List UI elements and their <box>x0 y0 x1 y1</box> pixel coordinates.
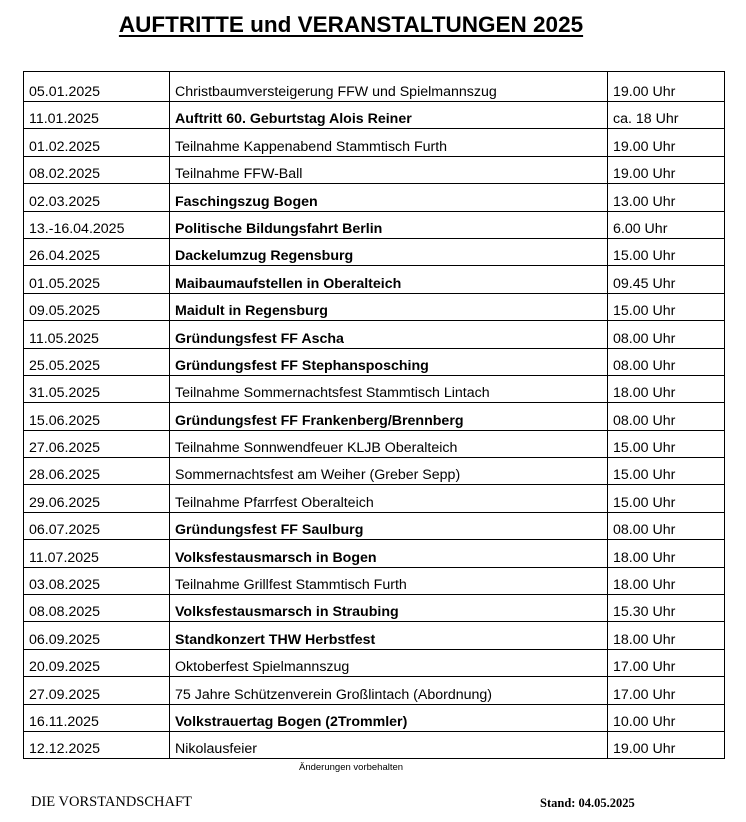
event-name: Christbaumversteigerung FFW und Spielmannszug <box>170 72 608 102</box>
event-name: Teilnahme Sonnwendfeuer KLJB Oberalteich <box>170 430 608 457</box>
event-date: 27.09.2025 <box>24 677 170 704</box>
event-name: Standkonzert THW Herbstfest <box>170 622 608 649</box>
event-date: 16.11.2025 <box>24 704 170 731</box>
event-date: 12.12.2025 <box>24 731 170 758</box>
event-name: Teilnahme Kappenabend Stammtisch Furth <box>170 129 608 156</box>
event-date: 09.05.2025 <box>24 293 170 320</box>
table-row <box>24 156 725 183</box>
event-time: 19.00 Uhr <box>608 156 725 183</box>
event-time: 17.00 Uhr <box>608 677 725 704</box>
table-row <box>24 348 725 375</box>
table-row <box>24 731 725 758</box>
table-row <box>24 540 725 567</box>
table-row <box>24 677 725 704</box>
event-name: Volksfestausmarsch in Bogen <box>170 540 608 567</box>
event-name: Nikolausfeier <box>170 731 608 758</box>
event-time: 08.00 Uhr <box>608 403 725 430</box>
table-row <box>24 293 725 320</box>
table-row <box>24 430 725 457</box>
event-name: Maibaumaufstellen in Oberalteich <box>170 266 608 293</box>
events-table <box>23 71 725 759</box>
table-row <box>24 266 725 293</box>
event-time: 09.45 Uhr <box>608 266 725 293</box>
event-date: 25.05.2025 <box>24 348 170 375</box>
table-row <box>24 375 725 402</box>
event-name: Gründungsfest FF Stephansposching <box>170 348 608 375</box>
event-name: Gründungsfest FF Saulburg <box>170 512 608 539</box>
table-row <box>24 129 725 156</box>
event-name: Sommernachtsfest am Weiher (Greber Sepp) <box>170 458 608 485</box>
event-time: 19.00 Uhr <box>608 731 725 758</box>
event-date: 11.07.2025 <box>24 540 170 567</box>
table-row <box>24 238 725 265</box>
event-time: ca. 18 Uhr <box>608 102 725 129</box>
event-date: 11.01.2025 <box>24 102 170 129</box>
event-time: 13.00 Uhr <box>608 184 725 211</box>
event-date: 28.06.2025 <box>24 458 170 485</box>
event-name: 75 Jahre Schützenverein Großlintach (Abordnung) <box>170 677 608 704</box>
event-time: 18.00 Uhr <box>608 567 725 594</box>
changes-reserved-note: Änderungen vorbehalten <box>299 762 404 773</box>
event-name: Teilnahme Pfarrfest Oberalteich <box>170 485 608 512</box>
table-row <box>24 485 725 512</box>
table-row <box>24 458 725 485</box>
event-date: 03.08.2025 <box>24 567 170 594</box>
table-row <box>24 184 725 211</box>
event-time: 6.00 Uhr <box>608 211 725 238</box>
event-date: 06.07.2025 <box>24 512 170 539</box>
event-date: 08.08.2025 <box>24 595 170 622</box>
event-time: 15.30 Uhr <box>608 595 725 622</box>
table-row <box>24 321 725 348</box>
event-name: Maidult in Regensburg <box>170 293 608 320</box>
event-time: 19.00 Uhr <box>608 129 725 156</box>
event-time: 15.00 Uhr <box>608 485 725 512</box>
event-date: 27.06.2025 <box>24 430 170 457</box>
event-time: 17.00 Uhr <box>608 649 725 676</box>
event-date: 26.04.2025 <box>24 238 170 265</box>
table-row <box>24 211 725 238</box>
event-time: 15.00 Uhr <box>608 238 725 265</box>
event-name: Volkstrauertag Bogen (2Trommler) <box>170 704 608 731</box>
event-time: 19.00 Uhr <box>608 72 725 102</box>
event-date: 02.03.2025 <box>24 184 170 211</box>
event-date: 31.05.2025 <box>24 375 170 402</box>
board-signature: DIE VORSTANDSCHAFT <box>31 794 192 810</box>
event-time: 08.00 Uhr <box>608 348 725 375</box>
table-row <box>24 704 725 731</box>
event-name: Politische Bildungsfahrt Berlin <box>170 211 608 238</box>
event-name: Teilnahme Grillfest Stammtisch Furth <box>170 567 608 594</box>
event-name: Auftritt 60. Geburtstag Alois Reiner <box>170 102 608 129</box>
table-row <box>24 622 725 649</box>
table-row <box>24 512 725 539</box>
event-date: 13.-16.04.2025 <box>24 211 170 238</box>
event-name: Faschingszug Bogen <box>170 184 608 211</box>
table-row <box>24 72 725 102</box>
event-time: 18.00 Uhr <box>608 540 725 567</box>
event-time: 15.00 Uhr <box>608 430 725 457</box>
event-time: 18.00 Uhr <box>608 375 725 402</box>
event-time: 18.00 Uhr <box>608 622 725 649</box>
event-name: Teilnahme FFW-Ball <box>170 156 608 183</box>
event-time: 08.00 Uhr <box>608 512 725 539</box>
event-date: 08.02.2025 <box>24 156 170 183</box>
event-time: 15.00 Uhr <box>608 293 725 320</box>
events-table-body <box>24 72 725 759</box>
page-title: AUFTRITTE und VERANSTALTUNGEN 2025 <box>118 12 584 37</box>
event-name: Dackelumzug Regensburg <box>170 238 608 265</box>
event-date: 01.02.2025 <box>24 129 170 156</box>
event-date: 20.09.2025 <box>24 649 170 676</box>
event-name: Oktoberfest Spielmannszug <box>170 649 608 676</box>
event-date: 05.01.2025 <box>24 72 170 102</box>
event-date: 06.09.2025 <box>24 622 170 649</box>
event-date: 01.05.2025 <box>24 266 170 293</box>
event-time: 10.00 Uhr <box>608 704 725 731</box>
event-name: Teilnahme Sommernachtsfest Stammtisch Lintach <box>170 375 608 402</box>
status-date: Stand: 04.05.2025 <box>540 796 635 810</box>
table-row <box>24 567 725 594</box>
event-name: Volksfestausmarsch in Straubing <box>170 595 608 622</box>
table-row <box>24 595 725 622</box>
event-date: 15.06.2025 <box>24 403 170 430</box>
event-time: 08.00 Uhr <box>608 321 725 348</box>
event-name: Gründungsfest FF Frankenberg/Brennberg <box>170 403 608 430</box>
table-row <box>24 649 725 676</box>
event-date: 29.06.2025 <box>24 485 170 512</box>
table-row <box>24 403 725 430</box>
table-row <box>24 102 725 129</box>
event-name: Gründungsfest FF Ascha <box>170 321 608 348</box>
event-time: 15.00 Uhr <box>608 458 725 485</box>
event-date: 11.05.2025 <box>24 321 170 348</box>
